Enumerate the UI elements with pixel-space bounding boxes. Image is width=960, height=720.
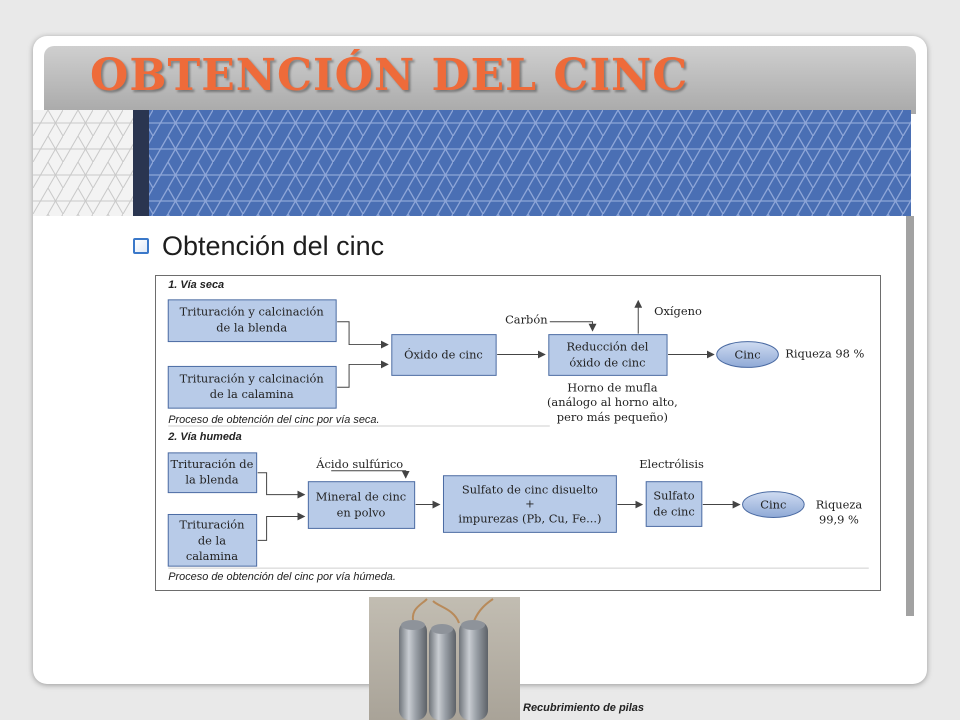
dry-product-ellipse [717, 342, 779, 368]
svg-text:Mineral de cinc: Mineral de cinc [315, 489, 407, 504]
wet-purity [816, 498, 863, 527]
svg-text:óxido de cinc: óxido de cinc [569, 355, 646, 370]
svg-text:Sulfato de cinc disuelto: Sulfato de cinc disuelto [461, 482, 598, 497]
svg-text:Reducción del: Reducción del [566, 339, 649, 354]
svg-text:Trituración y calcinación: Trituración y calcinación [179, 371, 324, 386]
wet-product-ellipse [743, 492, 805, 518]
wet-box-sulfato-disuelto [443, 476, 616, 533]
bullet-item [133, 228, 384, 264]
slide-title: OBTENCIÓN DEL CINC [90, 50, 689, 101]
dry-box-blenda [168, 300, 336, 342]
svg-text:Horno de mufla: Horno de mufla [567, 380, 658, 395]
svg-text:+: + [525, 496, 535, 511]
batteries-photo [369, 597, 520, 720]
svg-text:de la calamina: de la calamina [209, 387, 294, 402]
dry-horno-text [547, 380, 678, 424]
photo-caption: Recubrimiento de pilas [523, 702, 645, 714]
wet-label-acido: Ácido sulfúrico [316, 456, 404, 471]
dry-box-calamina [168, 366, 336, 408]
bullet-text: Obtención del cinc [162, 230, 385, 261]
wet-box-mineral [308, 482, 414, 529]
svg-text:99,9 %: 99,9 % [819, 512, 859, 527]
svg-text:impurezas (Pb, Cu, Fe...): impurezas (Pb, Cu, Fe...) [458, 511, 602, 526]
svg-text:Sulfato: Sulfato [653, 488, 695, 503]
wet-box-calamina [168, 514, 256, 566]
side-strip [906, 216, 914, 616]
dry-heading: 1. Vía seca [168, 278, 225, 291]
svg-text:Trituración: Trituración [179, 517, 245, 532]
svg-text:en polvo: en polvo [336, 505, 386, 520]
wet-heading: 2. Vía humeda [168, 430, 242, 443]
wet-box-sulfato [646, 482, 702, 527]
wet-label-electrolisis: Electrólisis [639, 456, 704, 471]
svg-text:(análogo al horno alto,: (análogo al horno alto, [546, 395, 678, 410]
wet-box-blenda [168, 453, 256, 493]
dry-label-carbon: Carbón [505, 312, 548, 327]
square-bullet-icon [133, 238, 149, 254]
svg-text:Cinc: Cinc [760, 497, 787, 512]
dry-box-oxido [392, 335, 496, 376]
zinc-process-diagram [155, 275, 881, 591]
svg-text:calamina: calamina [185, 549, 239, 564]
dry-label-oxigeno: Oxígeno [654, 303, 702, 318]
svg-text:Trituración de: Trituración de [170, 456, 254, 471]
wet-caption: Proceso de obtención del cinc por vía húmeda. [168, 571, 396, 584]
svg-text:Riqueza: Riqueza [815, 497, 863, 512]
svg-text:de cinc: de cinc [653, 504, 695, 519]
dry-purity: Riqueza 98 % [785, 346, 865, 361]
svg-text:Óxido de cinc: Óxido de cinc [404, 347, 483, 362]
dry-box-reduccion [549, 335, 667, 376]
svg-text:Trituración y calcinación: Trituración y calcinación [179, 304, 324, 319]
svg-text:Cinc: Cinc [734, 347, 761, 362]
svg-text:pero más pequeño): pero más pequeño) [556, 410, 669, 425]
dry-caption: Proceso de obtención del cinc por vía seca. [168, 414, 380, 427]
pattern-banner [33, 110, 911, 216]
svg-text:de la blenda: de la blenda [216, 320, 288, 335]
svg-text:de la: de la [197, 533, 227, 548]
svg-text:la blenda: la blenda [185, 472, 239, 487]
